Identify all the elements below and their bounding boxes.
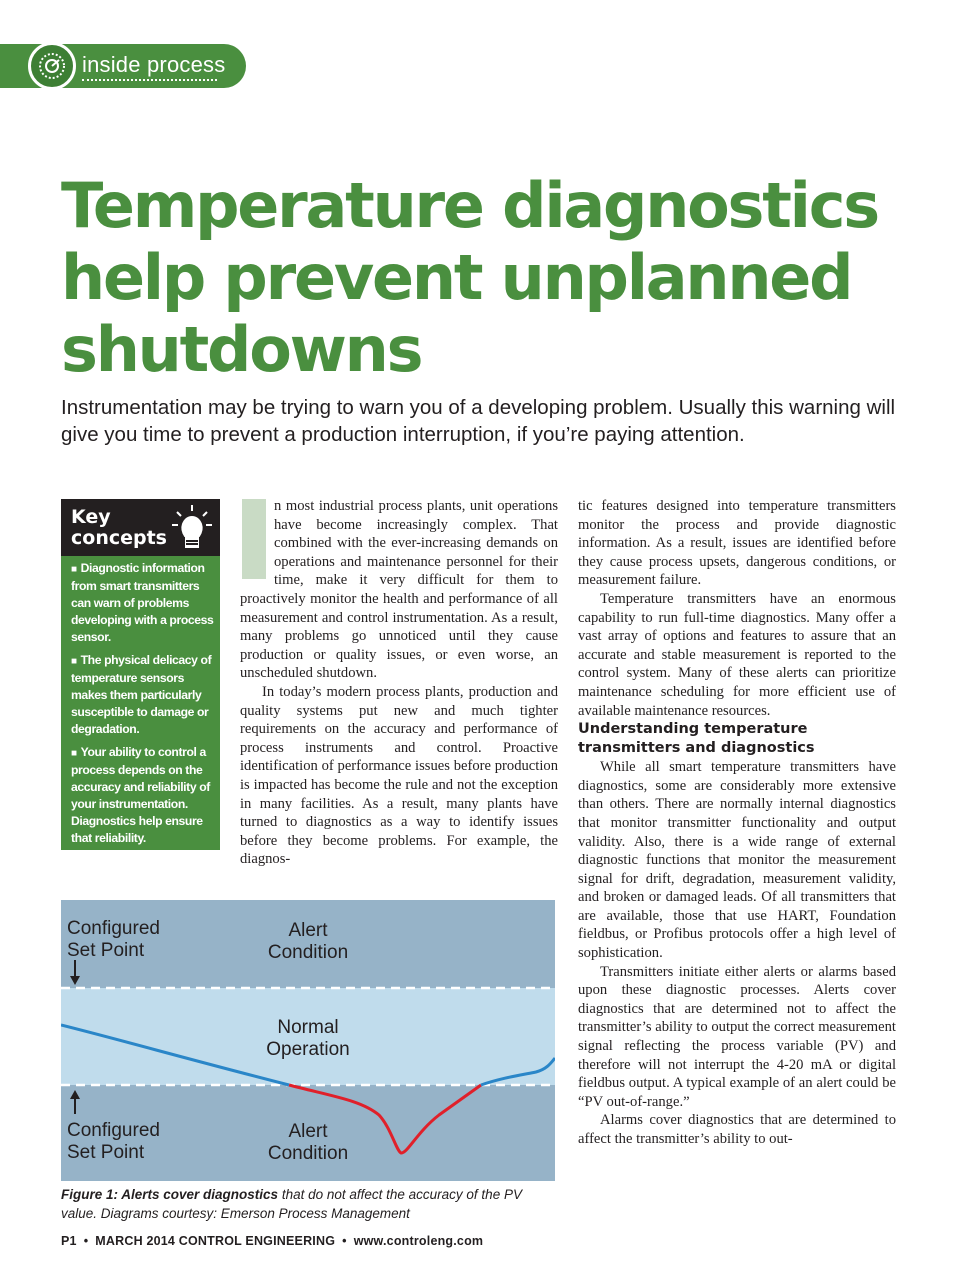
body-paragraph: While all smart temperature transmitters have diagnostics, some are considerably more extensive than others. There are normally internal diagnostics that monitor transmitter functionality and output validity. Also, there is a wide range of external diagnostic functions that monitor the measurement signal for drift, degradation, measurement validity, and broken or damaged leads. Of all transmitters that are available, those that use HART, Foundation fieldbus, or Profibus protocols offer a high level of sophistication. (578, 759, 896, 962)
gauge-icon (28, 42, 76, 90)
key-concepts-title: Key concepts (71, 506, 167, 549)
key-concept-item: ■ Diagnostic information from smart transmitters can warn of problems developing with a process sensor. (71, 560, 216, 646)
key-concepts-list (71, 560, 216, 853)
footer-bullet: • (83, 1234, 89, 1248)
label-normal-2: Operation (266, 1039, 350, 1060)
footer-bullet: • (342, 1234, 347, 1248)
drop-cap (242, 499, 266, 579)
key-concept-item: ■ The physical delicacy of temperature sensors makes them particularly susceptible to damage or degradation. (71, 652, 216, 738)
key-concepts-box (61, 499, 220, 850)
label-alert-bottom-2: Condition (267, 1143, 349, 1164)
section-subhead: Understanding temperature transmitters and diagnostics (578, 721, 815, 757)
caption-bold: Figure 1: Alerts cover diagnostics (61, 1187, 279, 1202)
page-footer (61, 1234, 483, 1248)
paragraph-text: n most industrial process plants, unit operations have become increasingly complex. That combined with the ever-increasing demands on operations and maintenance personnel for their time, make it very difficult for them to proactively monitor the health and performance of all measurement and control instrumentation. As a result, many problems go unnoticed until they cause production or quality issues, or even worse, an unscheduled shutdown. (240, 498, 558, 682)
caption-text: that do not affect the accuracy of the PV value. Diagrams courtesy: Emerson Process Management (61, 1187, 522, 1221)
key-concept-item: ■ Your ability to control a process depends on the accuracy and reliability of your instrumentation. Diagnostics help ensure that reliability. (71, 744, 216, 847)
body-paragraph: In today’s modern process plants, production and quality systems put new and much tighter requirements on the accuracy and performance of process instruments and control. Proactive identification of performance issues before production is impacted has become the rule and not the exception in many facilities. As a result, many plants have turned to diagnostics as a way to identify issues before they become problems. For example, the diagnos- (240, 683, 558, 868)
alert-condition-diagram (61, 900, 555, 1181)
body-paragraph: Transmitters initiate either alerts or alarms based upon these diagnostic processes. Alerts cover diagnostics that are determined not to affect the transmitter’s ability to output the correct measurement signal reflecting the process variable (PV) and therefore will not interrupt the 4-20 mA or digital fieldbus output. A typical example of an alert could be “PV out-of-range.” (578, 963, 896, 1110)
article-deck: Instrumentation may be trying to warn you of a developing problem. Usually this warning will give you time to prevent a production interruption, if you’re paying attention. (61, 396, 896, 446)
label-set-point-top-2: Set Point (67, 940, 145, 961)
body-column-1 (240, 497, 558, 869)
figure-caption (61, 1185, 561, 1223)
section-underline (82, 79, 217, 81)
label-normal: Normal (277, 1017, 339, 1038)
label-set-point-bottom: Configured (67, 1120, 160, 1141)
label-alert-bottom: Alert (288, 1121, 328, 1142)
label-set-point-bottom-2: Set Point (67, 1142, 145, 1163)
key-concepts-header (61, 499, 220, 556)
label-alert-top-2: Condition (267, 942, 349, 963)
section-label: inside process (82, 52, 226, 77)
body-paragraph (240, 497, 558, 683)
body-paragraph: tic features designed into temperature transmitters monitor the process and provide diagnostic information. As a result, issues are identified before they cause process upsets, dangerous conditions, or measurement failure. (578, 498, 896, 589)
lightbulb-icon (169, 502, 215, 554)
svg-text:NormalOperation (266, 1017, 349, 1060)
article-title: Temperature diagnostics help prevent unplanned shutdowns (61, 169, 878, 386)
body-column-2 (578, 497, 896, 1149)
body-paragraph: Alarms cover diagnostics that are determined to affect the transmitter’s ability to out- (578, 1112, 896, 1147)
body-paragraph: Temperature transmitters have an enormous capability to run full-time diagnostics. Many offer a vast array of options and features to assure that an accurate and stable measurement is reported to the control system. Many of these alerts can prioritize maintenance scheduling for more efficient use of available maintenance resources. (578, 590, 896, 719)
page-number: P1 (61, 1234, 77, 1248)
label-alert-top: Alert (288, 920, 328, 941)
footer-url[interactable]: www.controleng.com (353, 1234, 484, 1248)
footer-issue: MARCH 2014 CONTROL ENGINEERING (95, 1234, 336, 1248)
label-set-point-top: Configured (67, 918, 160, 939)
